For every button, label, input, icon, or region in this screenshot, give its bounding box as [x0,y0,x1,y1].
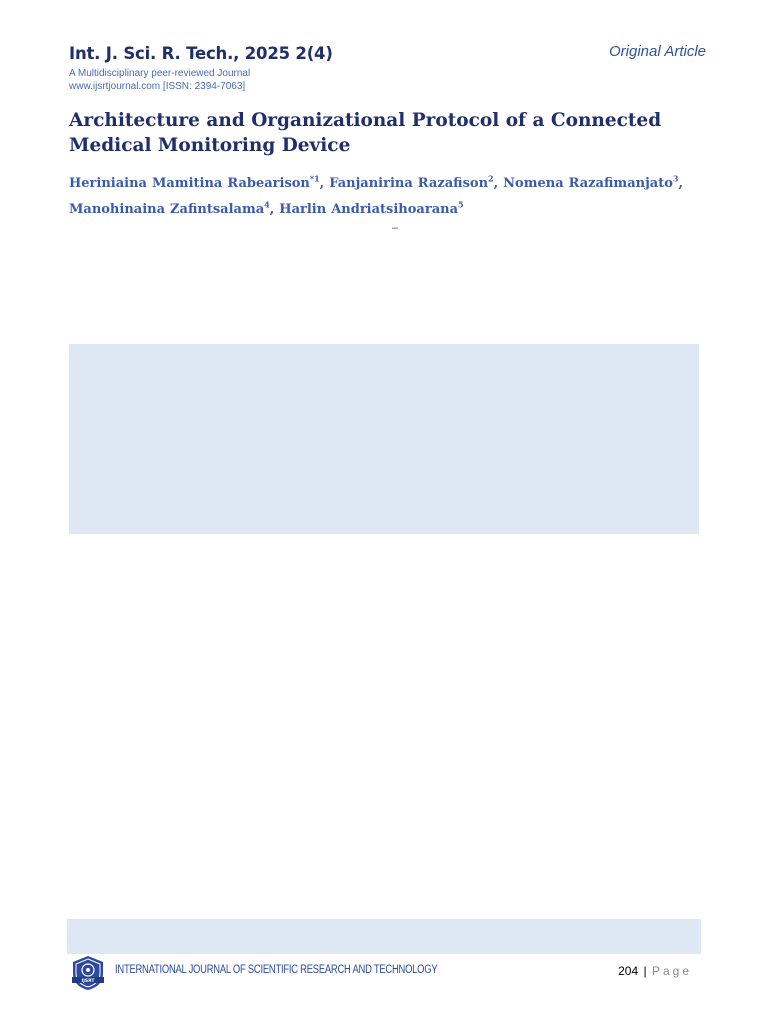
page-label: Page [651,964,692,978]
abstract-box [69,344,699,534]
affiliation-mark: 4 [264,199,270,210]
dash-divider: – [392,222,399,234]
journal-citation: Int. J. Sci. R. Tech., 2025 2(4) [69,44,333,63]
author-5: Harlin Andriatsihoarana$^5$ [279,199,464,217]
affiliation-mark: 3 [672,173,679,184]
journal-website[interactable]: www.ijsrtjournal.com [ISSN: 2394-7063] [69,81,246,92]
author-list [69,171,709,223]
article-title: Architecture and Organizational Protocol of a Connected Medical Monitoring Device [69,110,662,156]
page-separator: | [643,964,647,978]
journal-logo [69,954,107,992]
affiliation-mark: *1 [309,173,320,184]
author-1: Heriniaina Mamitina Rabearison$^{*1}$, [69,173,330,191]
journal-subtitle: A Multidisciplinary peer-reviewed Journal [69,68,251,79]
author-4: Manohinaina Zafintsalama$^4$, [69,199,280,217]
author-3: Nomena Razafimanjato$^3$, [503,173,683,191]
journal-logo-text: IJSRT [81,979,95,984]
page-indicator [618,964,692,978]
author-2: Fanjanirina Razafison$^2$, [329,173,504,191]
affiliation-mark: 2 [488,173,494,184]
affiliation-mark: 5 [458,199,464,210]
footer-journal-name: INTERNATIONAL JOURNAL OF SCIENTIFIC RESEARCH AND TECHNOLOGY [115,964,438,976]
page-number: 204 [618,964,639,978]
article-type: Original Article [609,43,706,60]
footer-band [67,919,701,954]
